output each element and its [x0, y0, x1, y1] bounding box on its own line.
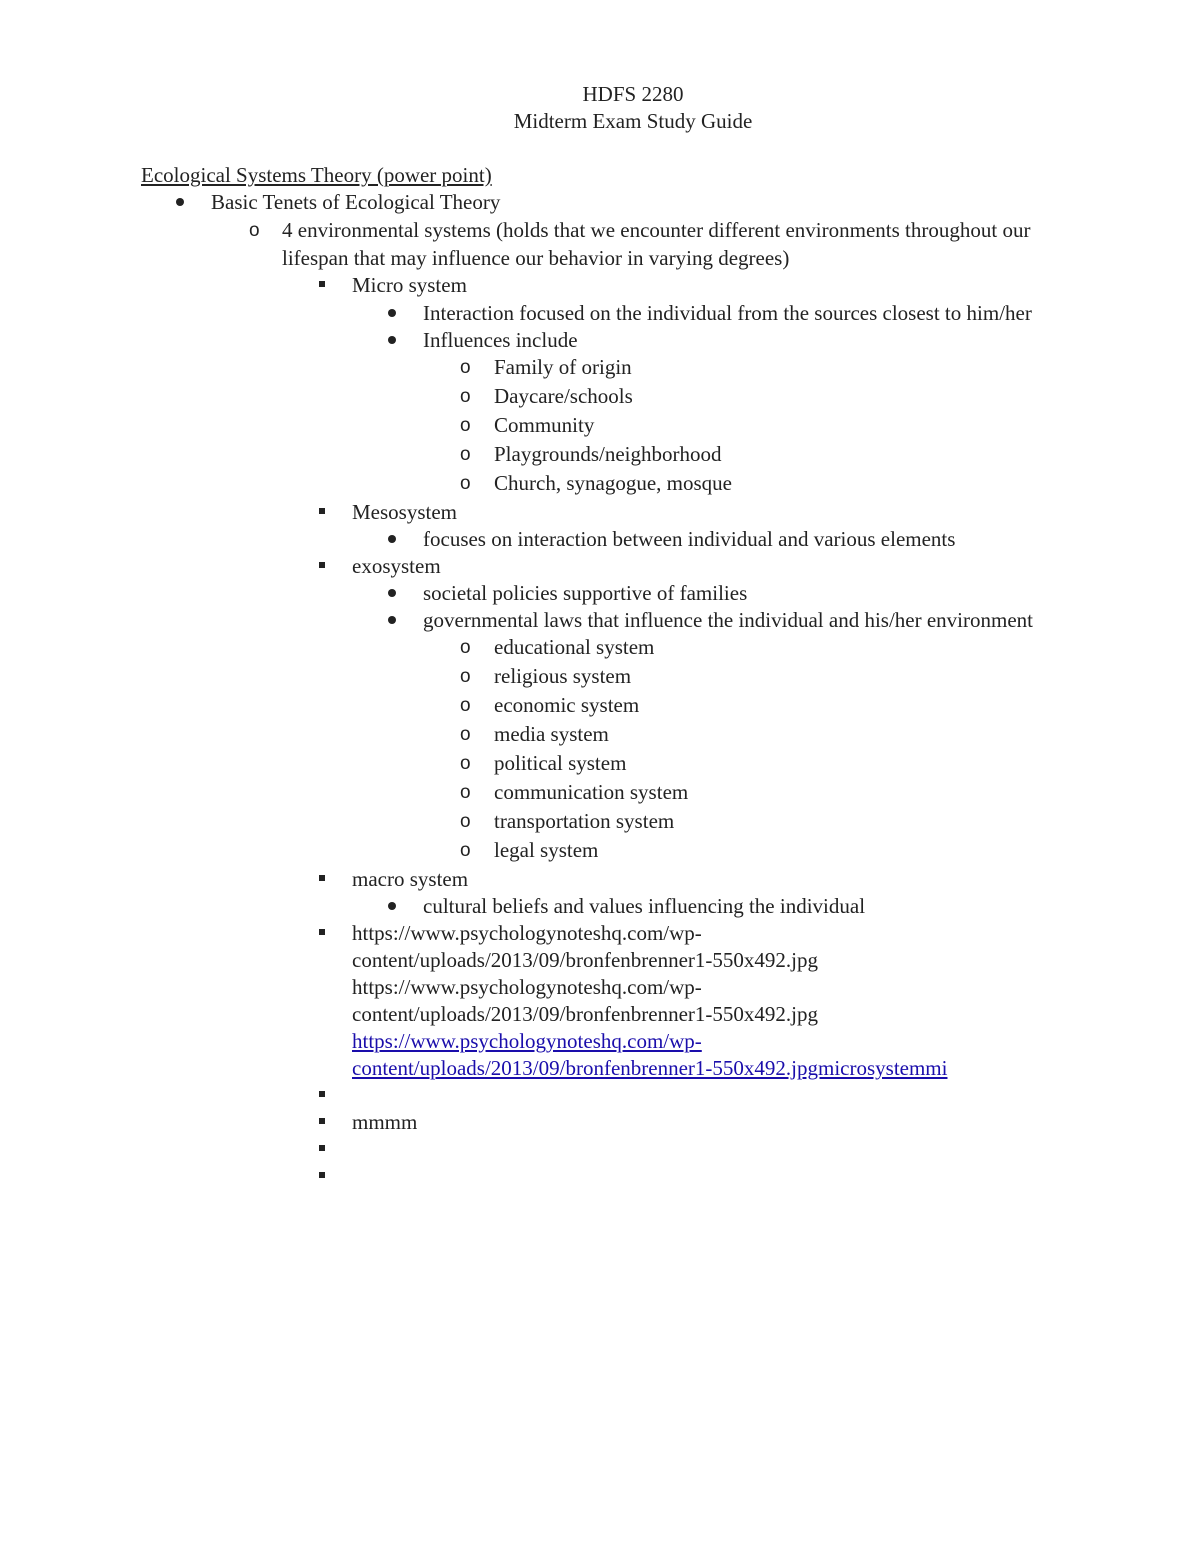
- bullet-square-icon: [319, 1172, 325, 1178]
- exo-system-item: legal system: [494, 838, 599, 862]
- exo-system-item: economic system: [494, 693, 640, 717]
- bullet-circle-icon: o: [460, 444, 471, 465]
- influence-item: Family of origin: [494, 355, 632, 379]
- url-text-line: content/uploads/2013/09/bronfenbrenner1-550x492.jpg: [352, 948, 818, 972]
- influence-item: Community: [494, 413, 595, 437]
- url-text-line: content/uploads/2013/09/bronfenbrenner1-550x492.jpg: [352, 1002, 818, 1026]
- exosystem-label: exosystem: [352, 554, 441, 578]
- bullet-circle-icon: o: [460, 840, 471, 861]
- micro-point: Influences include: [423, 328, 578, 352]
- bullet-dot-icon: [388, 309, 396, 317]
- exo-point: societal policies supportive of families: [423, 581, 748, 605]
- bullet-circle-icon: o: [460, 386, 471, 407]
- macro-point: cultural beliefs and values influencing the individual: [423, 894, 866, 918]
- influence-item: Church, synagogue, mosque: [494, 471, 732, 495]
- exo-point: governmental laws that influence the individual and his/her environment: [423, 608, 1033, 632]
- section-heading: Ecological Systems Theory (power point): [141, 163, 492, 187]
- bullet-square-icon: [319, 508, 325, 514]
- url-link-line2[interactable]: content/uploads/2013/09/bronfenbrenner1-550x492.jpgmicrosystemmi: [352, 1056, 948, 1080]
- url-text-line: https://www.psychologynoteshq.com/wp-: [352, 921, 702, 945]
- url-text-line: https://www.psychologynoteshq.com/wp-: [352, 975, 702, 999]
- bullet-circle-icon: o: [460, 473, 471, 494]
- bullet-circle-icon: o: [460, 415, 471, 436]
- influence-item: Playgrounds/neighborhood: [494, 442, 722, 466]
- trailing-item: mmmm: [352, 1110, 418, 1134]
- level1-item: Basic Tenets of Ecological Theory: [211, 190, 501, 214]
- bullet-circle-icon: o: [460, 637, 471, 658]
- bullet-dot-icon: [388, 535, 396, 543]
- course-title: HDFS 2280: [582, 82, 684, 106]
- exo-system-item: media system: [494, 722, 609, 746]
- bullet-circle-icon: o: [460, 695, 471, 716]
- bullet-circle-icon: o: [249, 220, 260, 241]
- exo-system-item: communication system: [494, 780, 689, 804]
- mesosystem-label: Mesosystem: [352, 500, 457, 524]
- bullet-square-icon: [319, 1091, 325, 1097]
- exo-system-item: transportation system: [494, 809, 675, 833]
- bullet-circle-icon: o: [460, 782, 471, 803]
- bullet-square-icon: [319, 1118, 325, 1124]
- bullet-circle-icon: o: [460, 357, 471, 378]
- macro-system-label: macro system: [352, 867, 469, 891]
- bullet-dot-icon: [388, 589, 396, 597]
- bullet-square-icon: [319, 281, 325, 287]
- exo-system-item: educational system: [494, 635, 655, 659]
- micro-point: Interaction focused on the individual from the sources closest to him/her: [423, 301, 1032, 325]
- bullet-dot-icon: [176, 198, 184, 206]
- influence-item: Daycare/schools: [494, 384, 633, 408]
- bullet-circle-icon: o: [460, 666, 471, 687]
- meso-point: focuses on interaction between individual and various elements: [423, 527, 956, 551]
- level2-item-line2: lifespan that may influence our behavior in varying degrees): [282, 246, 790, 270]
- bullet-circle-icon: o: [460, 753, 471, 774]
- document-subtitle: Midterm Exam Study Guide: [513, 109, 753, 133]
- bullet-dot-icon: [388, 336, 396, 344]
- exo-system-item: religious system: [494, 664, 632, 688]
- bullet-circle-icon: o: [460, 724, 471, 745]
- bullet-circle-icon: o: [460, 811, 471, 832]
- micro-system-label: Micro system: [352, 273, 467, 297]
- url-link-line1[interactable]: https://www.psychologynoteshq.com/wp-: [352, 1029, 702, 1053]
- bullet-square-icon: [319, 562, 325, 568]
- exo-system-item: political system: [494, 751, 627, 775]
- bullet-dot-icon: [388, 616, 396, 624]
- bullet-square-icon: [319, 1145, 325, 1151]
- bullet-square-icon: [319, 929, 325, 935]
- level2-item-line1: 4 environmental systems (holds that we encounter different environments throughout our: [282, 218, 1031, 242]
- bullet-dot-icon: [388, 902, 396, 910]
- bullet-square-icon: [319, 875, 325, 881]
